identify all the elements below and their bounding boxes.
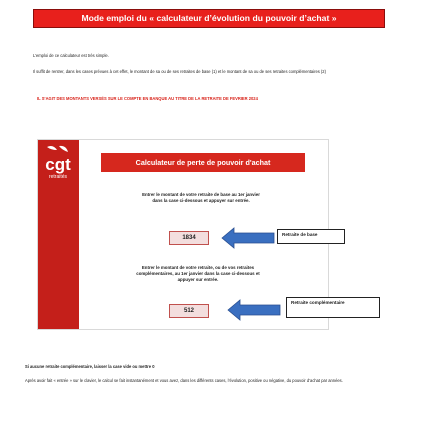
complementary-instruction: Entrer le montant de votre retraite, ou de vos retraites complémentaires, au 1er janvier dans la case ci-dessous et appuyer sur entrée. (136, 265, 260, 283)
base-pension-callout: Retraite de base (277, 229, 345, 244)
intro-line-2: Il suffit de rentrer, dans les cases prévues à cet effet, le montant de sa ou de ses retraites de base (1) et le montant de sa ou de ses retraites complémentaires (2) (33, 69, 326, 74)
page-title-banner: Mode emploi du « calculateur d’évolution du pouvoir d’achat » (33, 9, 385, 28)
calculator-title: Calculateur de perte de pouvoir d'achat (101, 153, 305, 172)
complementary-pension-input[interactable]: 512 (169, 304, 209, 318)
warning-text: IL S’AGIT DES MONTANTS VERSÉS SUR LE COMPTE EN BANQUE AU TITRE DE LA RETRAITE DE FEVRIER 2024 (37, 96, 258, 101)
cgt-logo-subtext: retraités (48, 174, 68, 180)
intro-line-1: L’emploi de ce calculateur est très simple. (33, 53, 109, 58)
cgt-logo-text: cgt (45, 155, 71, 174)
cgt-sidebar (38, 140, 79, 329)
arrow-left-icon-2 (228, 300, 280, 320)
cgt-logo (39, 144, 77, 181)
complementary-pension-callout: Retraite complémentaire (286, 297, 380, 318)
footer-note-2: Après avoir fait « entrée » sur le clavier, le calcul se fait instantanément et vous avez, dans les différents cases, l’évolution, positive ou négative, du pouvoir d’achat par années. (25, 378, 343, 383)
base-pension-input[interactable]: 1834 (169, 231, 209, 245)
arrow-left-icon (222, 228, 274, 248)
base-instruction: Entrer le montant de votre retraite de base au 1er janvier dans la case ci-dessous et appuyer sur entrée. (142, 192, 260, 204)
footer-note-1: Si aucune retraite complémentaire, laisser la case vide ou mettre 0 (25, 364, 155, 369)
